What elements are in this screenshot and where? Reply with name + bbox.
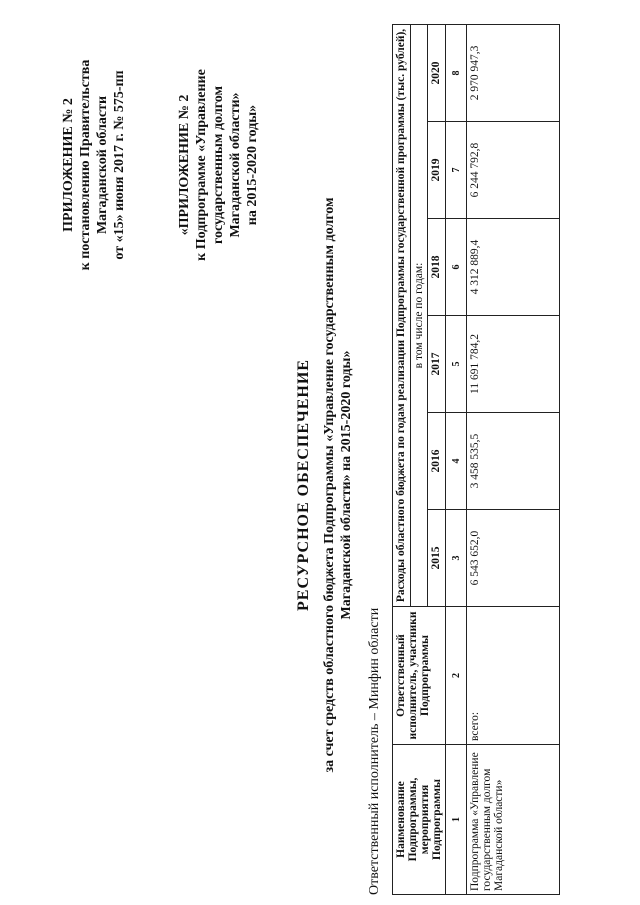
value-cell: 4 312 889,4 bbox=[467, 219, 560, 316]
appendix-line: к постановлению Правительства bbox=[78, 59, 93, 271]
value-cell: 2 970 947,3 bbox=[467, 24, 560, 121]
responsible-executor: Ответственный исполнитель – Минфин области bbox=[367, 607, 382, 895]
executor-cell: всего: bbox=[467, 607, 560, 745]
index-cell: 6 bbox=[446, 219, 467, 316]
appendix-line: «ПРИЛОЖЕНИЕ № 2 bbox=[177, 94, 192, 236]
title-sub-line: за счет средств областного бюджета Подпрограммы «Управление государственным долгом bbox=[322, 197, 337, 773]
appendix-line: от «15» июня 2017 г. № 575-пп bbox=[112, 70, 127, 260]
header-executor: Ответственный исполнитель, участники Подпрограммы bbox=[393, 607, 446, 745]
value-cell: 6 244 792,8 bbox=[467, 122, 560, 219]
subprogram-name-cell: Подпрограмма «Управление государственным долгом Магаданской области» bbox=[467, 745, 560, 895]
header-year: 2019 bbox=[428, 122, 446, 219]
value-cell: 3 458 535,5 bbox=[467, 413, 560, 510]
header-year: 2016 bbox=[428, 413, 446, 510]
appendix-header bbox=[60, 15, 128, 315]
index-cell: 2 bbox=[446, 607, 467, 745]
index-cell: 5 bbox=[446, 316, 467, 413]
appendix-line: к Подпрограмме «Управление bbox=[194, 69, 209, 261]
value-cell: 11 691 784,2 bbox=[467, 316, 560, 413]
header-year: 2018 bbox=[428, 219, 446, 316]
appendix-line: государственным долгом bbox=[211, 85, 226, 245]
appendix-line: Магаданской области bbox=[95, 95, 110, 235]
title-subtitle bbox=[321, 125, 355, 845]
resource-table bbox=[392, 24, 560, 895]
header-year: 2015 bbox=[428, 510, 446, 607]
document-title bbox=[295, 125, 355, 845]
header-year: 2017 bbox=[428, 316, 446, 413]
index-cell: 4 bbox=[446, 413, 467, 510]
index-cell: 3 bbox=[446, 510, 467, 607]
value-cell: 6 543 652,0 bbox=[467, 510, 560, 607]
index-cell: 7 bbox=[446, 122, 467, 219]
table-index-row bbox=[446, 24, 467, 894]
header-years-group: в том числе по годам: bbox=[410, 24, 428, 606]
subprogram-appendix-header bbox=[176, 15, 261, 315]
header-name: Наименование Подпрограммы, мероприятия Подпрограммы bbox=[393, 745, 446, 895]
table-row bbox=[467, 24, 560, 894]
header-expenses: Расходы областного бюджета по годам реализации Подпрограммы государственной программы (тыс. рублей), bbox=[393, 24, 411, 606]
header-year: 2020 bbox=[428, 24, 446, 121]
index-cell: 8 bbox=[446, 24, 467, 121]
appendix-line: на 2015-2020 годы» bbox=[245, 104, 260, 226]
title-main: РЕСУРСНОЕ ОБЕСПЕЧЕНИЕ bbox=[295, 359, 312, 611]
appendix-line: ПРИЛОЖЕНИЕ № 2 bbox=[61, 98, 76, 232]
appendix-line: Магаданской области» bbox=[228, 92, 243, 238]
index-cell: 1 bbox=[446, 745, 467, 895]
title-sub-line: Магаданской области» на 2015-2020 годы» bbox=[339, 350, 354, 620]
table-header-row bbox=[393, 24, 411, 894]
